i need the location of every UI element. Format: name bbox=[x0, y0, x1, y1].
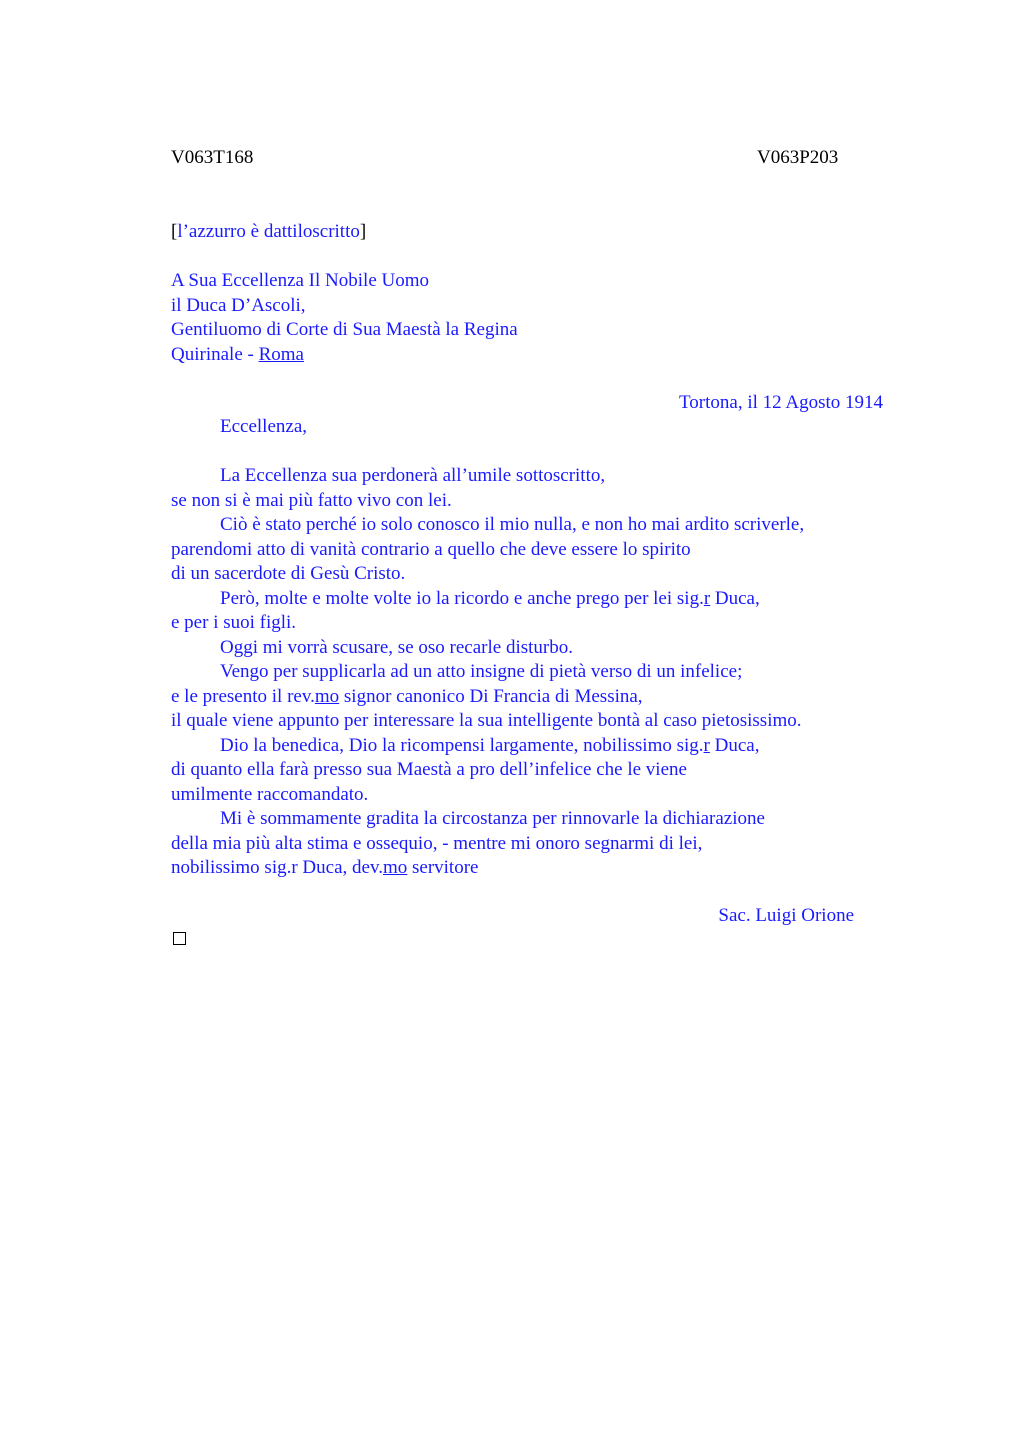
body-line: della mia più alta stima e ossequio, - mentre mi onoro segnarmi di lei, bbox=[171, 832, 703, 854]
body-line bbox=[171, 587, 871, 612]
body-line: Vengo per supplicarla ad un atto insigne di pietà verso di un infelice; bbox=[220, 661, 743, 682]
body-line: umilmente raccomandato. bbox=[171, 783, 369, 805]
body-line bbox=[171, 685, 871, 710]
text-run: Duca, bbox=[709, 734, 760, 756]
abbreviation-underlined: mo bbox=[314, 685, 340, 707]
body-line bbox=[171, 734, 871, 759]
address-line: Gentiluomo di Corte di Sua Maestà la Regina bbox=[171, 319, 518, 340]
end-box-icon bbox=[173, 932, 186, 945]
address-line: A Sua Eccellenza Il Nobile Uomo bbox=[171, 270, 430, 291]
body-line: di un sacerdote di Gesù Cristo. bbox=[171, 563, 406, 584]
paragraph-gap bbox=[171, 440, 871, 465]
signature: Sac. Luigi Orione bbox=[718, 905, 854, 926]
text-run: servitore bbox=[407, 857, 479, 878]
text-run: Dio la benedica, Dio la ricompensi largamente, nobilissimo sig. bbox=[220, 734, 704, 756]
text-run: Duca, bbox=[710, 587, 760, 609]
body-line: Ciò è stato perché io solo conosco il mio nulla, e non ho mai ardito scriverle, bbox=[220, 514, 805, 535]
letter-body bbox=[171, 415, 871, 881]
text-run: Però, molte e molte volte io la ricordo e anche prego per lei sig. bbox=[220, 587, 704, 609]
reference-code-right: V063P203 bbox=[757, 147, 839, 168]
body-line: parendomi atto di vanità contrario a quello che deve essere lo spirito bbox=[171, 538, 691, 560]
letter-date: Tortona, il 12 Agosto 1914 bbox=[679, 392, 883, 413]
body-line bbox=[171, 856, 871, 881]
body-line: e per i suoi figli. bbox=[171, 612, 297, 633]
text-run: signor canonico Di Francia di Messina, bbox=[339, 685, 643, 707]
note-bracket-open: [ bbox=[171, 221, 178, 242]
address-prefix: Quirinale - bbox=[171, 343, 259, 365]
reference-code-left: V063T168 bbox=[171, 147, 254, 168]
salutation: Eccellenza, bbox=[220, 416, 308, 437]
body-line: Mi è sommamente gradita la circostanza per rinnovarle la dichiarazione bbox=[220, 808, 765, 829]
text-run: nobilissimo sig.r Duca, dev. bbox=[171, 857, 383, 878]
body-line: di quanto ella farà presso sua Maestà a pro dell’infelice che le viene bbox=[171, 759, 687, 780]
address-city: Roma bbox=[258, 343, 304, 365]
body-line: il quale viene appunto per interessare la sua intelligente bontà al caso pietosissimo. bbox=[171, 710, 802, 731]
abbreviation-underlined: mo bbox=[382, 857, 408, 878]
address-line: il Duca D’Ascoli, bbox=[171, 294, 306, 316]
body-line: Oggi mi vorrà scusare, se oso recarle disturbo. bbox=[220, 636, 573, 658]
abbreviation-underlined: r bbox=[703, 587, 711, 609]
address-line bbox=[171, 343, 518, 368]
note-bracket-close: ] bbox=[359, 221, 367, 242]
note-text: l’azzurro è dattiloscritto bbox=[177, 221, 360, 242]
body-line: se non si è mai più fatto vivo con lei. bbox=[171, 489, 452, 511]
body-line: La Eccellenza sua perdonerà all’umile sottoscritto, bbox=[220, 465, 606, 486]
text-run: e le presento il rev. bbox=[171, 685, 315, 707]
abbreviation-underlined: r bbox=[703, 734, 710, 756]
editorial-note bbox=[171, 220, 366, 245]
recipient-address bbox=[171, 269, 518, 367]
